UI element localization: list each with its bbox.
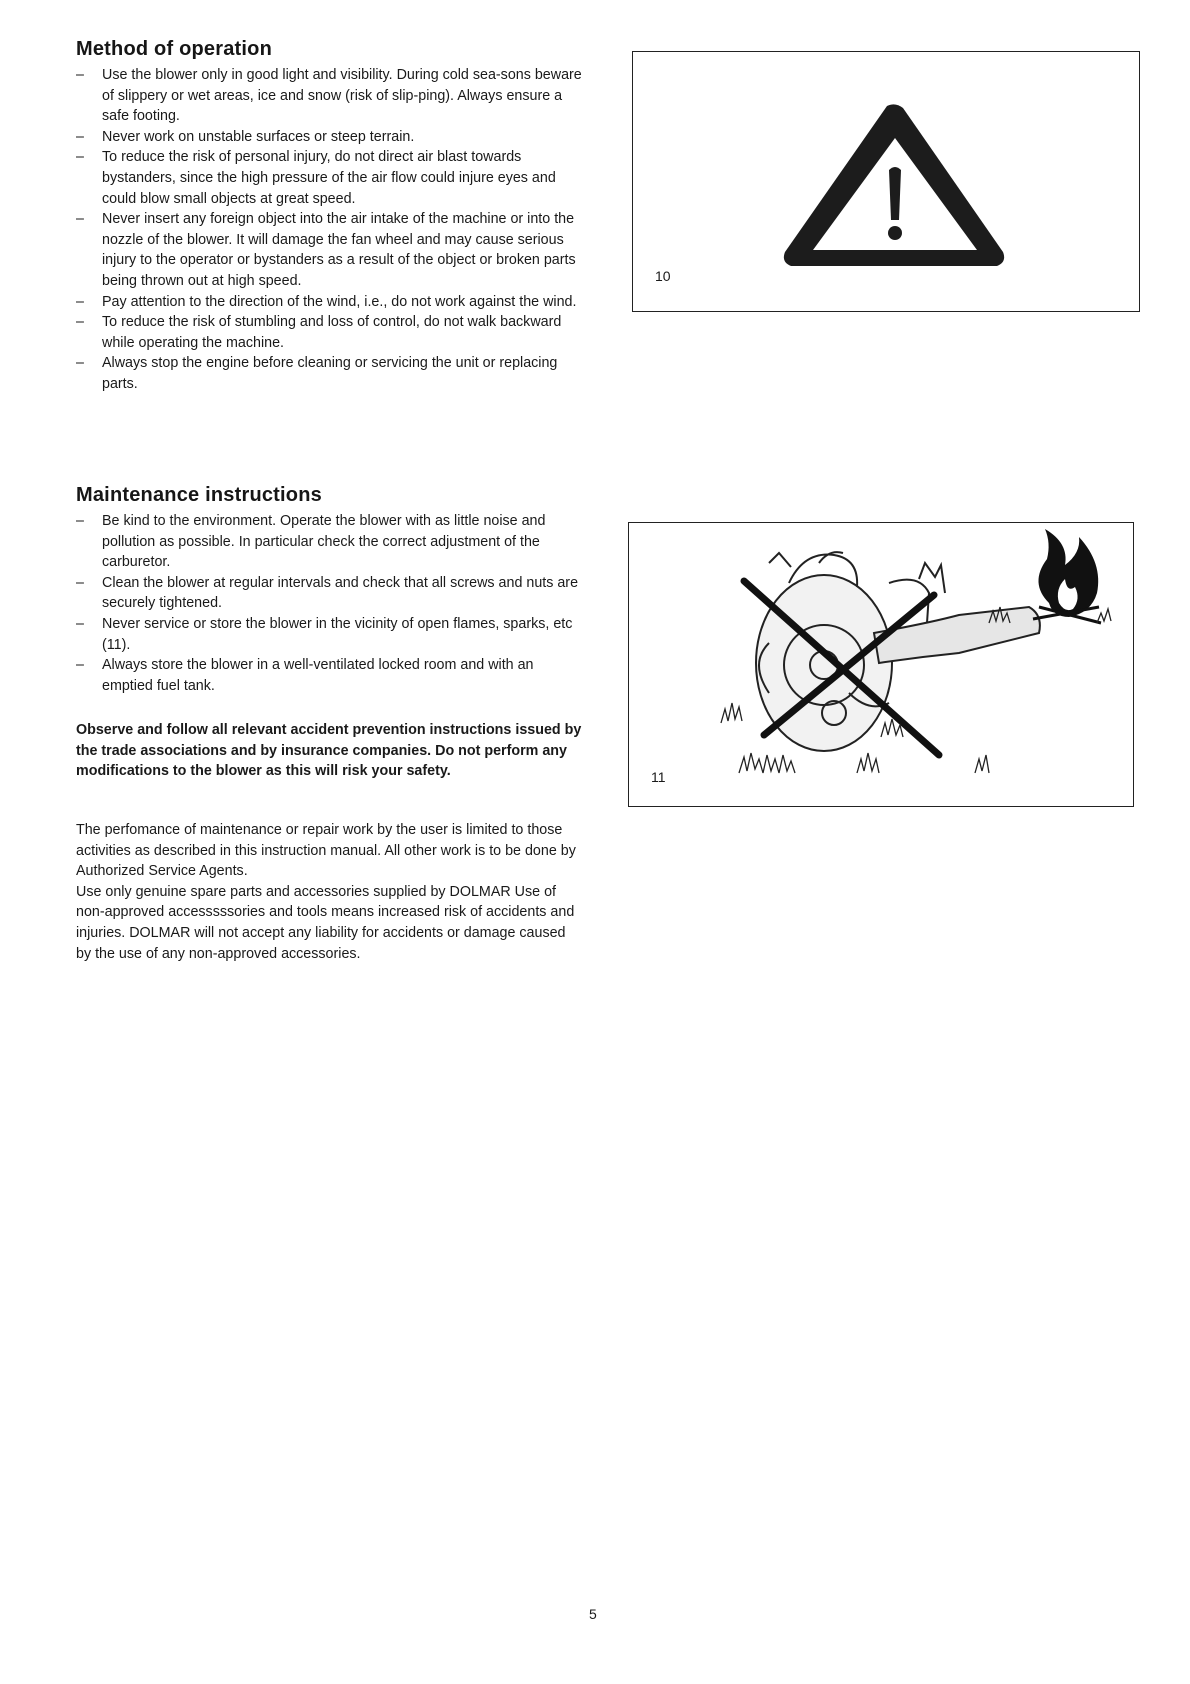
method-list [76, 65, 586, 395]
list-item: – Clean the blower at regular intervals and check that all screws and nuts are securely tightened. [76, 573, 586, 614]
list-item: – Never service or store the blower in the vicinity of open flames, sparks, etc (11). [76, 614, 586, 655]
list-item: – Be kind to the environment. Operate the blower with as little noise and pollution as possible. In particular check the correct adjustment of the carburetor. [76, 511, 586, 573]
list-item: – Use the blower only in good light and visibility. During cold sea-sons beware of slippery or wet areas, ice and snow (risk of slip-ping). Always ensure a safe footing. [76, 65, 586, 127]
list-item: – Never work on unstable surfaces or steep terrain. [76, 127, 586, 148]
spare-parts-text: Use only genuine spare parts and accessories supplied by DOLMAR Use of non-approved accesssssories and tools means increased risk of accidents and injuries. DOLMAR will not accept any liability for accidents or damage caused by the use of any non-approved accessories. [76, 883, 575, 962]
list-item: – Always stop the engine before cleaning or servicing the unit or replacing parts. [76, 353, 586, 394]
list-item: – To reduce the risk of stumbling and loss of control, do not walk backward while operating the machine. [76, 312, 586, 353]
figure-10-number: 10 [655, 268, 671, 284]
maintenance-list [76, 511, 586, 696]
service-limit-text: The perfomance of maintenance or repair work by the user is limited to those activities as described in this instruction manual. All other work is to be done by Authorized Service Agents. [76, 822, 576, 880]
figure-11-box [628, 522, 1134, 807]
fire-icon [1033, 529, 1101, 623]
list-item: – Never insert any foreign object into the air intake of the machine or into the nozzle of the blower. It will damage the fan wheel and may cause serious injury to the operator or bystanders as a result of the object or broken parts being thrown out at high speed. [76, 209, 586, 291]
exclamation-bar [889, 167, 901, 220]
maintenance-heading: Maintenance instructions [76, 484, 322, 506]
maintenance-section [76, 484, 586, 696]
exclamation-dot [888, 226, 902, 240]
accident-prevention-notice: Observe and follow all relevant accident prevention instructions issued by the trade associations and by insurance companies. Do not perform any modifications to the blower as this will risk your safety. [76, 722, 582, 780]
page-number: 5 [589, 1606, 597, 1622]
no-open-flame-illustration [629, 523, 1133, 806]
figure-10-box [632, 51, 1140, 312]
list-item: – Always store the blower in a well-ventilated locked room and with an emptied fuel tank. [76, 655, 586, 696]
list-item: – Pay attention to the direction of the wind, i.e., do not work against the wind. [76, 292, 586, 313]
warning-triangle-icon [633, 52, 1139, 311]
figure-11-number: 11 [651, 769, 666, 785]
method-heading: Method of operation [76, 38, 272, 60]
list-item: – To reduce the risk of personal injury, do not direct air blast towards bystanders, since the high pressure of the air flow could injure eyes and could blow small objects at great speed. [76, 147, 586, 209]
notice-bold-block [76, 720, 582, 782]
method-section [76, 38, 586, 395]
notice-text-block [76, 820, 580, 964]
